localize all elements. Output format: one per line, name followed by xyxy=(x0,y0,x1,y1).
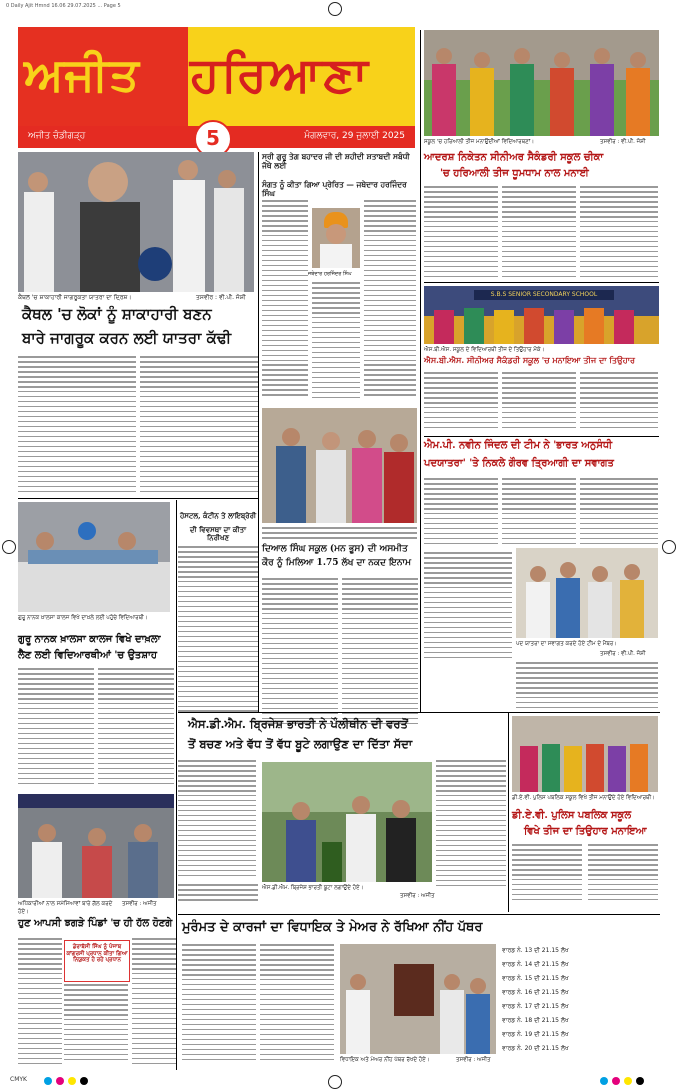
photo-students-certificate xyxy=(262,408,417,523)
photo-portrait xyxy=(312,208,360,268)
jindal-caption: ਪਦ ਯਾਤਰਾ ਦਾ ਸਵਾਗਤ ਕਰਦੇ ਹੋਏ ਟੀਮ ਦੇ ਮੈਂਬਰ। xyxy=(516,641,617,647)
foundation-caption: ਵਿਧਾਇਕ ਅਤੇ ਮੇਅਰ ਨੀਂਹ ਪੱਥਰ ਰੱਖਦੇ ਹੋਏ। xyxy=(340,1057,430,1063)
sbs-headline: ਐਸ.ਬੀ.ਐਸ. ਸੀਨੀਅਰ ਸੈਕੰਡਰੀ ਸਕੂਲ 'ਚ ਮਨਾਇਆ ਤੀਜ ਦਾ ਤਿਉਹਾਰ xyxy=(424,355,635,365)
photo-sbs-school xyxy=(424,286,659,344)
gurudwara-body-col-3 xyxy=(364,200,416,405)
photo-khalsa-admission xyxy=(18,502,170,612)
row-rule xyxy=(424,436,659,437)
masthead-strip xyxy=(18,126,415,148)
khalsa-body-col-1 xyxy=(18,668,94,788)
callout-line-1: ਡੇਰਾਬੱਸੀ ਸਿੰਘ ਨੂੰ ਪੰਜਾਬ xyxy=(72,944,122,950)
page-edge-text: 0 Daily Ajit Hmnd 16.06 29.07.2025 ... Page 5 xyxy=(6,3,121,9)
students-cash-headline-1: ਦਿਆਲ ਸਿੰਘ ਸਕੂਲ (ਮਨ ਭੂਸ) ਦੀ ਅਸਮੀਤ xyxy=(262,544,408,554)
photo-dav-teej xyxy=(512,716,658,792)
ward-list xyxy=(502,944,660,1066)
walk-headline-2: ਬਾਰੇ ਜਾਗਰੂਕ ਕਰਨ ਲਈ ਯਾਤਰਾ ਕੱਢੀ xyxy=(22,329,232,347)
students-cash-intro xyxy=(262,527,417,541)
jindal-body-col-5 xyxy=(516,662,658,712)
row-rule xyxy=(178,712,660,713)
roads-body-col-1 xyxy=(18,938,62,1068)
khalsa-headline-1: ਗੁਰੂ ਨਾਨਕ ਖ਼ਾਲਸਾ ਕਾਲਜ ਵਿਖੇ ਦਾਖ਼ਲਾ xyxy=(18,634,161,645)
swatch-black xyxy=(80,1077,88,1085)
callout-line-3: ਨਿਯੁਕਤ ਹੋ ਰਹੇ ਪ੍ਰਧਾਨ xyxy=(73,957,121,964)
teej-body-col-2 xyxy=(502,186,576,282)
walk-headline-1: ਕੈਥਲ 'ਚ ਲੋਕਾਂ ਨੂੰ ਸ਼ਾਕਾਹਾਰੀ ਬਣਨ xyxy=(22,305,212,323)
masthead-word-left: ਅਜੀਤ xyxy=(24,47,140,101)
cmyk-label: CMYK xyxy=(10,1076,27,1083)
walk-credit: ਤਸਵੀਰ : ਵੀ.ਪੀ. ਜੋਸ਼ੀ xyxy=(196,294,246,301)
photo-village-meeting xyxy=(18,794,174,898)
roads-body-col-3 xyxy=(132,938,176,1068)
ward-item: ਵਾਰਡ ਨੰ. 16 ਦੀ 21.15 ਲੱਖ xyxy=(502,989,569,996)
registration-mark-bottom xyxy=(328,1075,342,1089)
hostel-headline-2: ਦੀ ਵਿਵਸਥਾ ਦਾ ਕੀਤਾ ਨਿਰੀਖਣ xyxy=(189,525,247,543)
sdm-credit: ਤਸਵੀਰ : ਅਜੀਤ xyxy=(400,893,435,899)
khalsa-caption: ਗੁਰੂ ਨਾਨਕ ਖ਼ਾਲਸਾ ਕਾਲਜ ਵਿਖੇ ਦਾਖ਼ਲੇ ਲਈ ਪਹੁੰਚੇ ਵਿਦਿਆਰਥੀ। xyxy=(18,615,148,621)
portrait-caption: ਜਥੇਦਾਰ ਹਰਜਿੰਦਰ ਸਿੰਘ xyxy=(308,271,352,277)
issue-date: ਮੰਗਲਵਾਰ, 29 ਜੁਲਾਈ 2025 xyxy=(304,131,405,141)
ward-item: ਵਾਰਡ ਨੰ. 20 ਦੀ 21.15 ਲੱਖ xyxy=(502,1045,569,1052)
registration-mark-top xyxy=(328,2,342,16)
swatch-yellow xyxy=(68,1077,76,1085)
dav-headline-2: ਵਿਖੇ ਤੀਜ ਦਾ ਤਿਉਹਾਰ ਮਨਾਇਆ xyxy=(524,826,647,837)
students-cash-body-col-1 xyxy=(262,578,338,728)
sbs-caption: ਐਸ.ਬੀ.ਐਸ. ਸਕੂਲ ਦੇ ਵਿਦਿਆਰਥੀ ਤੀਜ ਦੇ ਤਿਉਹਾਰ ਮੌਕੇ। xyxy=(424,347,545,353)
column-rule xyxy=(420,30,421,712)
gurudwara-headline-2: ਸੰਗਤ ਨੂੰ ਕੀਤਾ ਗਿਆ ਪ੍ਰੇਰਿਤ — ਜਥੇਦਾਰ ਹਰਜਿੰਦਰ ਸਿੰਘ xyxy=(262,180,407,198)
roads-body-col-2 xyxy=(64,984,128,1068)
sbs-body-col-3 xyxy=(580,372,658,434)
swatch-cyan xyxy=(600,1077,608,1085)
sbs-banner: S.B.S SENIOR SECONDARY SCHOOL xyxy=(474,290,614,300)
teej-body-col-1 xyxy=(424,186,498,282)
students-cash-headline-2: ਕੌਰ ਨੂੰ ਮਿਲਿਆ 1.75 ਲੱਖ ਦਾ ਨਕਦ ਇਨਾਮ xyxy=(262,558,412,568)
walk-body-col-2 xyxy=(140,356,258,496)
row-rule xyxy=(424,282,659,283)
jindal-headline-1: ਐਮ.ਪੀ. ਨਵੀਨ ਜਿੰਦਲ ਦੀ ਟੀਮ ਨੇ 'ਭਾਰਤ ਅਨੁਸੰਧੀ xyxy=(424,440,613,451)
row-rule xyxy=(18,498,258,499)
foundation-credit: ਤਸਵੀਰ : ਅਜੀਤ xyxy=(456,1057,491,1063)
ward-item: ਵਾਰਡ ਨੰ. 18 ਦੀ 21.15 ਲੱਖ xyxy=(502,1017,569,1024)
jindal-body-col-1 xyxy=(424,478,498,548)
ward-item: ਵਾਰਡ ਨੰ. 19 ਦੀ 21.15 ਲੱਖ xyxy=(502,1031,569,1038)
dav-body-col-1 xyxy=(512,844,582,904)
foundation-headline: ਮੁਰੰਮਤ ਦੇ ਕਾਰਜਾਂ ਦਾ ਵਿਧਾਇਕ ਤੇ ਮੇਅਰ ਨੇ ਰੱਖਿਆ ਨੀਂਹ ਪੱਥਰ xyxy=(182,920,483,935)
ward-item: ਵਾਰਡ ਨੰ. 13 ਦੀ 21.15 ਲੱਖ xyxy=(502,947,569,954)
photo-foundation-stone xyxy=(340,944,496,1054)
gurudwara-headline-1: ਸ੍ਰੀ ਗੁਰੂ ਤੇਗ ਬਹਾਦਰ ਜੀ ਦੀ ਸ਼ਹੀਦੀ ਸ਼ਤਾਬਦੀ ਸਬੰਧੀ ਜੱਥੇ ਲਈ xyxy=(262,152,410,170)
students-cash-body-col-2 xyxy=(342,578,418,728)
sdm-headline-2: ਤੋਂ ਬਚਣ ਅਤੇ ਵੱਧ ਤੋਂ ਵੱਧ ਬੂਟੇ ਲਗਾਉਣ ਦਾ ਦਿੱਤਾ ਸੱਦਾ xyxy=(188,737,413,751)
hostel-body xyxy=(178,546,258,716)
swatch-yellow xyxy=(624,1077,632,1085)
roads-caption: ਅਧਿਕਾਰੀਆਂ ਨਾਲ ਸਮੱਸਿਆਵਾਂ ਬਾਰੇ ਗੱਲ ਕਰਦੇ ਹੋਏ। xyxy=(18,901,113,915)
photo-teej-adarsh xyxy=(424,30,659,136)
teej-headline-2: 'ਚ ਹਰਿਆਲੀ ਤੀਜ ਧੂਮਧਾਮ ਨਾਲ ਮਨਾਈ xyxy=(440,168,589,179)
column-rule xyxy=(176,500,177,1070)
teej-caption: ਸਕੂਲ 'ਚ ਹਰਿਆਲੀ ਤੀਜ ਮਨਾਉਂਦੀਆਂ ਵਿਦਿਆਰਥਣਾਂ। xyxy=(424,139,535,145)
dav-headline-1: ਡੀ.ਏ.ਵੀ. ਪੁਲਿਸ ਪਬਲਿਕ ਸਕੂਲ xyxy=(512,810,632,821)
dav-body-col-2 xyxy=(588,844,658,904)
registration-mark-left xyxy=(2,540,16,554)
khalsa-body-col-2 xyxy=(98,668,174,788)
photo-sdm-plantation xyxy=(262,762,432,882)
roads-headline: ਹੁਣ ਆਪਸੀ ਝਗੜੇ ਪਿੰਡਾਂ 'ਚ ਹੀ ਹੱਲ ਹੋਣਗੇ xyxy=(18,918,173,929)
jindal-headline-2: ਪਦਯਾਤਰਾ' 'ਤੇ ਨਿਕਲੇ ਗੌਰਵ ਤ੍ਰਿਆਗੀ ਦਾ ਸਵਾਗਤ xyxy=(424,458,614,469)
walk-body-col-1 xyxy=(18,356,136,496)
khalsa-headline-2: ਲੈਣ ਲਈ ਵਿਦਿਆਰਥੀਆਂ 'ਚ ਉਤਸ਼ਾਹ xyxy=(18,650,157,661)
teej-body-col-3 xyxy=(580,186,658,282)
sdm-headline-1: ਐਸ.ਡੀ.ਐਮ. ਬ੍ਰਿਜੇਸ਼ ਭਾਰਤੀ ਨੇ ਪੌਲੀਥੀਨ ਦੀ ਵਰਤੋਂ xyxy=(188,717,408,731)
dav-caption: ਡੀ.ਏ.ਵੀ. ਪੁਲਿਸ ਪਬਲਿਕ ਸਕੂਲ ਵਿਖੇ ਤੀਜ ਮਨਾਉਂਦੇ ਹੋਏ ਵਿਦਿਆਰਥੀ। xyxy=(512,795,655,801)
jindal-credit: ਤਸਵੀਰ : ਵੀ.ਪੀ. ਜੋਸ਼ੀ xyxy=(600,651,646,657)
sdm-body-col-1 xyxy=(178,760,256,880)
ward-item: ਵਾਰਡ ਨੰ. 14 ਦੀ 21.15 ਲੱਖ xyxy=(502,961,569,968)
photo-walk xyxy=(18,152,254,292)
ward-item: ਵਾਰਡ ਨੰ. 15 ਦੀ 21.15 ਲੱਖ xyxy=(502,975,569,982)
jindal-body-col-3 xyxy=(580,478,658,548)
swatch-magenta xyxy=(56,1077,64,1085)
gurudwara-body-col-2 xyxy=(312,282,360,405)
photo-jindal-welcome xyxy=(516,548,658,638)
sdm-caption: ਐਸ.ਡੀ.ਐਮ. ਬ੍ਰਿਜੇਸ਼ ਭਾਰਤੀ ਬੂਟਾ ਲਗਾਉਂਦੇ ਹੋਏ। xyxy=(262,885,364,891)
bureau-label: ਅਜੀਤ ਚੰਡੀਗੜ੍ਹ xyxy=(28,131,86,141)
teej-headline-1: ਆਦਰਸ਼ ਨਿਕੇਤਨ ਸੀਨੀਅਰ ਸੈਕੰਡਰੀ ਸਕੂਲ ਚੀਕਾ xyxy=(424,152,604,163)
roads-credit: ਤਸਵੀਰ : ਅਜੀਤ xyxy=(122,901,157,907)
foundation-body-col-2 xyxy=(260,944,334,1068)
jindal-body-col-4 xyxy=(424,552,512,662)
page-number: 5 xyxy=(194,120,232,158)
masthead-word-right: ਹਰਿਆਣਾ xyxy=(190,47,370,103)
row-rule xyxy=(178,914,660,915)
foundation-body-col-1 xyxy=(182,944,256,1068)
column-rule xyxy=(258,152,259,712)
jindal-body-col-2 xyxy=(502,478,576,548)
masthead xyxy=(18,27,415,126)
swatch-cyan xyxy=(44,1077,52,1085)
teej-credit: ਤਸਵੀਰ : ਵੀ.ਪੀ. ਜੋਸ਼ੀ xyxy=(600,139,646,145)
callout-line-2: ਕਾਂਗਰਸੀ ਪ੍ਰਧਾਨ ਕੀਤਾ ਗਿਆ xyxy=(66,950,128,957)
gurudwara-body-col-1 xyxy=(262,200,308,405)
column-rule xyxy=(508,712,509,912)
hostel-headline-1: ਹੋਸਟਲ, ਕੰਟੀਨ ਤੇ ਲਾਇਬ੍ਰੇਰੀ xyxy=(179,511,257,520)
registration-mark-right xyxy=(662,540,676,554)
sdm-body-col-3 xyxy=(436,760,506,890)
sbs-body-col-1 xyxy=(424,372,498,434)
walk-caption: ਕੈਥਲ 'ਚ ਸ਼ਾਕਾਹਾਰੀ ਜਾਗਰੂਕਤਾ ਯਾਤਰਾ ਦਾ ਦ੍ਰਿਸ਼। xyxy=(18,294,132,301)
ward-item: ਵਾਰਡ ਨੰ. 17 ਦੀ 21.15 ਲੱਖ xyxy=(502,1003,569,1010)
swatch-magenta xyxy=(612,1077,620,1085)
sdm-body-col-tail xyxy=(178,884,258,908)
callout-box xyxy=(64,940,130,982)
swatch-black xyxy=(636,1077,644,1085)
sbs-body-col-2 xyxy=(502,372,576,434)
